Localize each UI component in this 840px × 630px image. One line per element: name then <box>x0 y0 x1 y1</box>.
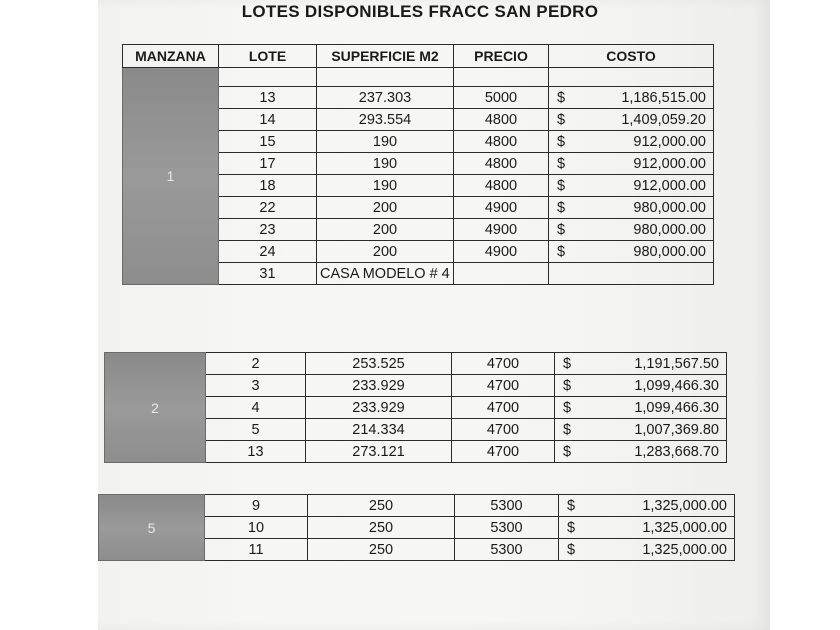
superficie-cell: 273.121 <box>306 441 452 463</box>
lote-cell: 3 <box>206 375 306 397</box>
precio-cell: 5300 <box>455 517 559 539</box>
costo-cell <box>549 241 714 263</box>
costo-value: 912,000.00 <box>633 155 706 172</box>
currency-symbol: $ <box>563 421 572 438</box>
costo-value: 1,283,668.70 <box>634 443 719 460</box>
costo-wrap <box>559 498 734 514</box>
costo-wrap <box>549 134 713 150</box>
costo-cell <box>555 397 727 419</box>
precio-cell: 4700 <box>452 419 555 441</box>
costo-wrap <box>549 222 713 238</box>
costo-value: 912,000.00 <box>633 177 706 194</box>
precio-cell: 4900 <box>454 219 549 241</box>
currency-symbol: $ <box>563 377 572 394</box>
precio-cell: 4800 <box>454 131 549 153</box>
empty-cell <box>317 68 454 87</box>
costo-wrap <box>555 444 726 460</box>
precio-cell: 4700 <box>452 375 555 397</box>
currency-symbol: $ <box>567 519 576 536</box>
currency-symbol: $ <box>557 133 566 150</box>
costo-wrap <box>559 520 734 536</box>
costo-value: 1,099,466.30 <box>634 399 719 416</box>
costo-value: 1,409,059.20 <box>621 111 706 128</box>
empty-cell <box>219 68 317 87</box>
costo-wrap <box>549 156 713 172</box>
superficie-cell: 250 <box>308 495 455 517</box>
costo-cell <box>549 87 714 109</box>
lote-cell: 31 <box>219 263 317 285</box>
costo-cell <box>549 131 714 153</box>
costo-cell <box>549 109 714 131</box>
precio-cell: 5300 <box>455 495 559 517</box>
lote-cell: 10 <box>205 517 308 539</box>
currency-symbol: $ <box>557 243 566 260</box>
superficie-cell: 190 <box>317 153 454 175</box>
costo-cell <box>555 441 727 463</box>
costo-value: 1,186,515.00 <box>621 89 706 106</box>
costo-wrap <box>549 90 713 106</box>
empty-cell <box>454 68 549 87</box>
currency-symbol: $ <box>557 89 566 106</box>
costo-value: 1,325,000.00 <box>642 519 727 536</box>
costo-cell <box>549 219 714 241</box>
costo-cell <box>559 495 735 517</box>
currency-symbol: $ <box>557 177 566 194</box>
superficie-cell: 200 <box>317 241 454 263</box>
costo-wrap <box>549 244 713 260</box>
currency-symbol: $ <box>563 443 572 460</box>
currency-symbol: $ <box>557 111 566 128</box>
costo-cell <box>555 419 727 441</box>
precio-cell: 4800 <box>454 175 549 197</box>
superficie-cell: 293.554 <box>317 109 454 131</box>
precio-cell: 4800 <box>454 109 549 131</box>
lote-cell: 5 <box>206 419 306 441</box>
costo-wrap <box>549 200 713 216</box>
currency-symbol: $ <box>567 541 576 558</box>
superficie-cell: 233.929 <box>306 375 452 397</box>
header-superficie: SUPERFICIE M2 <box>317 45 454 68</box>
currency-symbol: $ <box>557 155 566 172</box>
costo-cell <box>555 353 727 375</box>
superficie-cell: 214.334 <box>306 419 452 441</box>
page-title: LOTES DISPONIBLES FRACC SAN PEDRO <box>241 2 599 21</box>
precio-cell: 4900 <box>454 197 549 219</box>
costo-value: 1,325,000.00 <box>642 541 727 558</box>
precio-cell: 4700 <box>452 353 555 375</box>
costo-cell <box>559 517 735 539</box>
costo-wrap <box>549 178 713 194</box>
costo-value: 980,000.00 <box>633 221 706 238</box>
note-cell: CASA MODELO # 4 <box>317 263 454 285</box>
header-precio: PRECIO <box>454 45 549 68</box>
lote-cell: 23 <box>219 219 317 241</box>
lote-cell: 17 <box>219 153 317 175</box>
superficie-cell: 253.525 <box>306 353 452 375</box>
empty-cell <box>549 68 714 87</box>
lote-cell: 22 <box>219 197 317 219</box>
lote-cell: 11 <box>205 539 308 561</box>
currency-symbol: $ <box>563 355 572 372</box>
table-row <box>99 495 735 517</box>
superficie-cell: 237.303 <box>317 87 454 109</box>
table-manzana-5 <box>98 494 735 561</box>
costo-value: 912,000.00 <box>633 133 706 150</box>
precio-cell: 4900 <box>454 241 549 263</box>
precio-cell: 4700 <box>452 397 555 419</box>
lote-cell: 13 <box>206 441 306 463</box>
superficie-cell: 200 <box>317 219 454 241</box>
costo-wrap <box>555 356 726 372</box>
precio-cell: 4700 <box>452 441 555 463</box>
costo-value: 1,007,369.80 <box>634 421 719 438</box>
lote-cell: 9 <box>205 495 308 517</box>
costo-wrap <box>555 422 726 438</box>
empty-cell <box>454 263 549 285</box>
lote-cell: 2 <box>206 353 306 375</box>
currency-symbol: $ <box>567 497 576 514</box>
costo-cell <box>549 153 714 175</box>
table-manzana-2 <box>104 352 727 463</box>
costo-value: 1,191,567.50 <box>634 355 719 372</box>
lote-cell: 18 <box>219 175 317 197</box>
costo-wrap <box>549 112 713 128</box>
superficie-cell: 250 <box>308 517 455 539</box>
costo-value: 1,325,000.00 <box>642 497 727 514</box>
costo-cell <box>559 539 735 561</box>
superficie-cell: 233.929 <box>306 397 452 419</box>
table-manzana-1 <box>122 44 714 285</box>
lote-cell: 15 <box>219 131 317 153</box>
superficie-cell: 190 <box>317 131 454 153</box>
costo-cell <box>549 175 714 197</box>
lote-cell: 14 <box>219 109 317 131</box>
costo-wrap <box>559 542 734 558</box>
superficie-cell: 190 <box>317 175 454 197</box>
currency-symbol: $ <box>557 199 566 216</box>
empty-cell <box>549 263 714 285</box>
currency-symbol: $ <box>557 221 566 238</box>
costo-wrap <box>555 400 726 416</box>
costo-value: 980,000.00 <box>633 199 706 216</box>
manzana-cell: 2 <box>105 353 206 463</box>
precio-cell: 5300 <box>455 539 559 561</box>
lote-cell: 24 <box>219 241 317 263</box>
superficie-cell: 250 <box>308 539 455 561</box>
header-row <box>123 45 714 68</box>
currency-symbol: $ <box>563 399 572 416</box>
header-costo: COSTO <box>549 45 714 68</box>
costo-value: 1,099,466.30 <box>634 377 719 394</box>
header-manzana: MANZANA <box>123 45 219 68</box>
manzana-cell: 5 <box>99 495 205 561</box>
manzana-cell: 1 <box>123 68 219 285</box>
costo-cell <box>549 197 714 219</box>
costo-wrap <box>555 378 726 394</box>
lote-cell: 4 <box>206 397 306 419</box>
costo-value: 980,000.00 <box>633 243 706 260</box>
precio-cell: 5000 <box>454 87 549 109</box>
blank-row <box>123 68 714 87</box>
table-row <box>105 353 727 375</box>
lote-cell: 13 <box>219 87 317 109</box>
precio-cell: 4800 <box>454 153 549 175</box>
header-lote: LOTE <box>219 45 317 68</box>
costo-cell <box>555 375 727 397</box>
superficie-cell: 200 <box>317 197 454 219</box>
